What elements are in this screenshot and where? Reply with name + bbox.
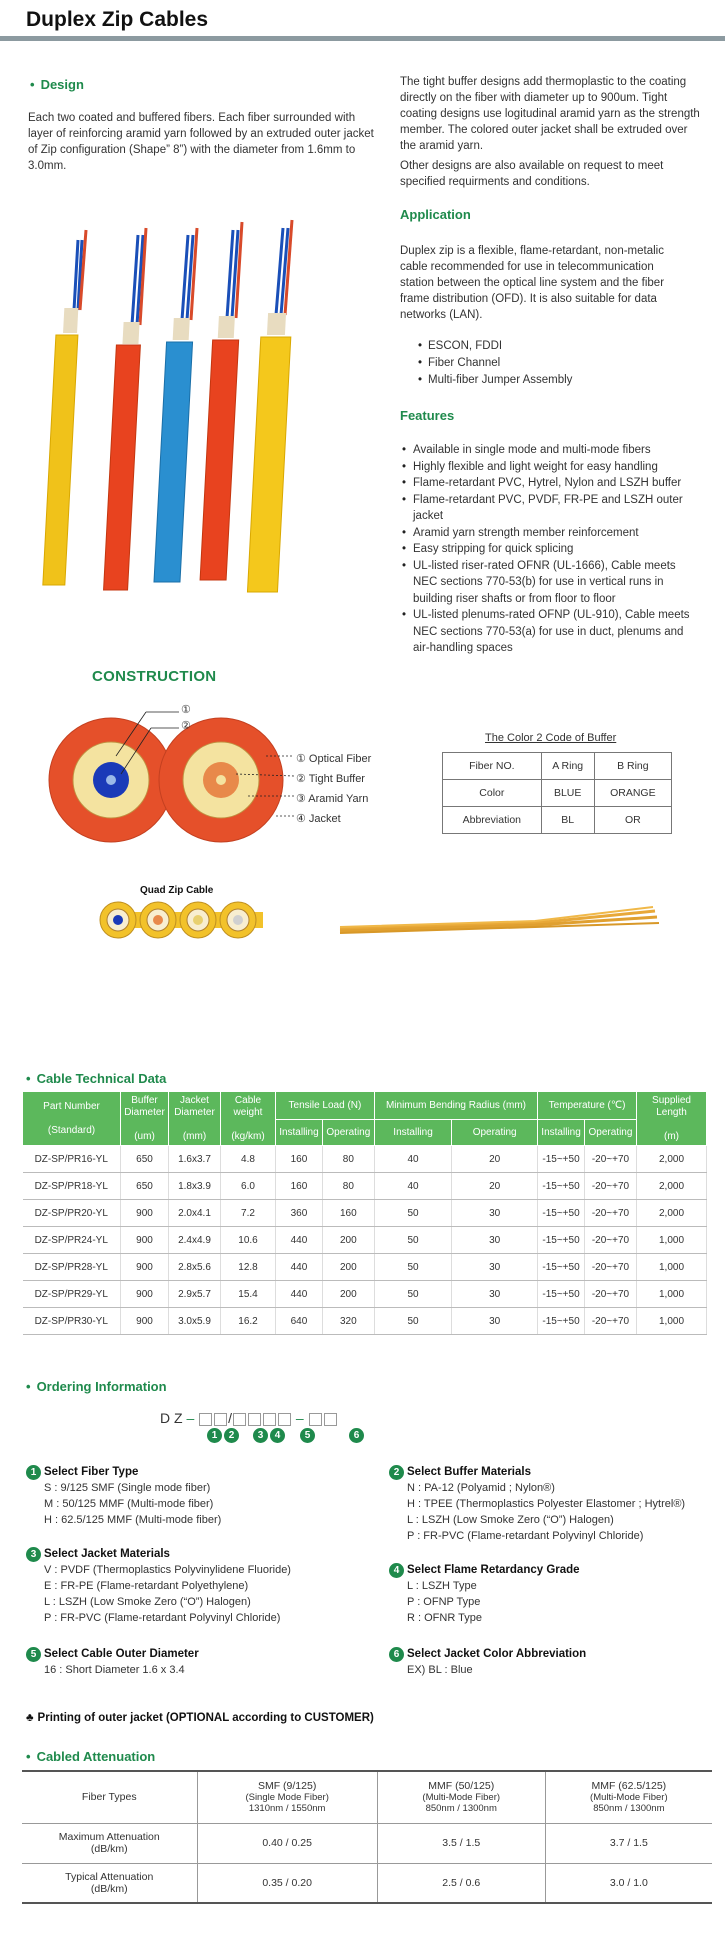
table-cell: DZ-SP/PR18-YL [23,1173,121,1200]
table-cell: A Ring [541,753,594,780]
table-row [23,1146,707,1173]
table-cell: Fiber NO. [443,753,542,780]
design-text: Each two coated and buffered fibers. Each fiber surrounded with layer of reinforcing aramid yarn followed by an extruded outer jacket of Zip configuration (Shape” 8”) with the diameter from 1.6mm to 3.0mm. [28,112,374,172]
table-cell: 40 [374,1146,451,1173]
table-cell: 2,000 [637,1146,707,1173]
table-cell: BLUE [541,780,594,807]
table-cell: 900 [121,1200,169,1227]
table-cell: DZ-SP/PR24-YL [23,1227,121,1254]
table-row [443,807,672,834]
table-cell: -20~+70 [584,1281,636,1308]
table-cell: 1,000 [637,1254,707,1281]
legend-jacket: ④ Jacket [296,813,341,825]
tech-heading: • Cable Technical Data [26,1071,167,1086]
table-cell: Abbreviation [443,807,542,834]
table-cell: 440 [276,1254,323,1281]
table-cell: 200 [322,1281,374,1308]
table-cell: 2,000 [637,1173,707,1200]
application-heading: Application [400,207,471,222]
design-heading: • Design [30,77,84,92]
fiber-types-header: Fiber Types [22,1771,197,1823]
cables-photo [40,200,330,600]
table-cell: 2.9x5.7 [169,1281,221,1308]
table-cell: 15.4 [221,1281,276,1308]
table-header-cell: Installing [538,1120,585,1146]
tech-table [22,1091,707,1335]
table-cell: -15~+50 [538,1173,585,1200]
table-cell: 7.2 [221,1200,276,1227]
table-cell: 40 [374,1173,451,1200]
table-cell: 650 [121,1173,169,1200]
th-part: Part Number (Standard) [23,1092,121,1146]
list-item: • Highly flexible and light weight for easy handling [400,459,700,476]
table-cell: 900 [121,1254,169,1281]
table-cell: 160 [322,1200,374,1227]
table-cell: 16.2 [221,1308,276,1335]
table-cell: -20~+70 [584,1308,636,1335]
table-row [23,1254,707,1281]
table-row [23,1200,707,1227]
th-tensile: Tensile Load (N) [276,1092,375,1120]
table-cell: Typical Attenuation (dB/km) [22,1863,197,1903]
col-mmf-62: MMF (62.5/125) (Multi-Mode Fiber) 850nm / 1300nm [545,1771,712,1823]
table-cell: 1,000 [637,1308,707,1335]
list-item: • Fiber Channel [410,355,572,372]
legend-tight-buffer: ② Tight Buffer [296,773,365,785]
table-cell: -20~+70 [584,1227,636,1254]
col-smf: SMF (9/125) (Single Mode Fiber) 1310nm / 1550nm [197,1771,377,1823]
ordering-heading: • Ordering Information [26,1379,167,1394]
table-cell: -15~+50 [538,1200,585,1227]
marker-2: ② [181,720,191,732]
select-jacket-color: 6 Select Jacket Color Abbreviation EX) BL : Blue [389,1647,719,1678]
table-cell: DZ-SP/PR30-YL [23,1308,121,1335]
printing-note: ♣ Printing of outer jacket (OPTIONAL according to CUSTOMER) [26,1712,374,1724]
table-cell: ORANGE [594,780,671,807]
table-cell: 0.35 / 0.20 [197,1863,377,1903]
table-cell: 50 [374,1200,451,1227]
th-bend: Minimum Bending Radius (mm) [374,1092,537,1120]
table-header-cell: Installing [276,1120,323,1146]
table-cell: 20 [452,1146,538,1173]
table-cell: 2.0x4.1 [169,1200,221,1227]
table-cell: 1.6x3.7 [169,1146,221,1173]
table-cell: 3.0 / 1.0 [545,1863,712,1903]
table-cell: DZ-SP/PR20-YL [23,1200,121,1227]
table-cell: 20 [452,1173,538,1200]
th-weight: Cable weight (kg/km) [221,1092,276,1146]
features-heading: Features [400,408,455,423]
table-cell: 440 [276,1227,323,1254]
table-cell: -15~+50 [538,1227,585,1254]
features-list [400,442,700,657]
table-row [443,780,672,807]
table-cell: DZ-SP/PR16-YL [23,1146,121,1173]
table-cell: -20~+70 [584,1173,636,1200]
list-item: • UL-listed plenums-rated OFNP (UL-910), Cable meets NEC sections 770-53(a) for use in duct, plenums and air-handling spaces [400,607,700,657]
table-cell: 12.8 [221,1254,276,1281]
table-cell: 4.8 [221,1146,276,1173]
table-header-cell: Installing [374,1120,451,1146]
table-cell: 0.40 / 0.25 [197,1823,377,1863]
table-cell: 80 [322,1146,374,1173]
legend-optical-fiber: ① Optical Fiber [296,753,372,765]
table-cell: 640 [276,1308,323,1335]
table-cell: DZ-SP/PR29-YL [23,1281,121,1308]
table-header-cell: Operating [584,1120,636,1146]
table-cell: 160 [276,1146,323,1173]
table-cell: 10.6 [221,1227,276,1254]
table-cell: 440 [276,1281,323,1308]
table-cell: 1.8x3.9 [169,1173,221,1200]
list-item: • ESCON, FDDI [410,338,572,355]
select-outer-diameter: 5 Select Cable Outer Diameter 16 : Short Diameter 1.6 x 3.4 [26,1647,366,1678]
design-text-2: The tight buffer designs add thermoplastic to the coating directly on the fiber with diameter up to 900um. Tight coating designs use logitudinal aramid yarn as the strength member. The colored outer jacket shall be extruded over the aramid yarn. [400,76,700,152]
legend-aramid-yarn: ③ Aramid Yarn [296,793,369,805]
title-divider [0,36,725,41]
table-cell: 200 [322,1254,374,1281]
design-text-3: Other designs are also available on request to meet specified requirments and conditions. [400,160,664,188]
list-item: • Easy stripping for quick splicing [400,541,700,558]
table-cell: 320 [322,1308,374,1335]
table-cell: -20~+70 [584,1146,636,1173]
table-cell: 2.5 / 0.6 [377,1863,545,1903]
table-cell: 50 [374,1308,451,1335]
list-item: • UL-listed riser-rated OFNR (UL-1666), Cable meets NEC sections 770-53(b) for use in vertical runs in building riser shafts or from floor to floor [400,558,700,608]
table-cell: 650 [121,1146,169,1173]
table-cell: Color [443,780,542,807]
ordering-code: D Z – / – [160,1410,338,1426]
table-row [23,1227,707,1254]
table-cell: BL [541,807,594,834]
attenuation-table [22,1770,712,1904]
table-cell: 2,000 [637,1200,707,1227]
list-item: • Available in single mode and multi-mode fibers [400,442,700,459]
table-cell: -15~+50 [538,1146,585,1173]
table-row [23,1308,707,1335]
table-cell: 6.0 [221,1173,276,1200]
page-title: Duplex Zip Cables [26,8,209,31]
table-cell: 2.8x5.6 [169,1254,221,1281]
table-cell: 1,000 [637,1281,707,1308]
construction-legend [296,749,371,829]
select-flame-grade: 4 Select Flame Retardancy Grade L : LSZH Type P : OFNP Type R : OFNR Type [389,1563,719,1626]
list-item: • Flame-retardant PVC, Hytrel, Nylon and LSZH buffer [400,475,700,492]
quad-zip-diagram [98,898,278,942]
attenuation-heading: • Cabled Attenuation [26,1749,156,1764]
table-cell: 360 [276,1200,323,1227]
marker-1: ① [181,704,191,716]
table-cell: 900 [121,1281,169,1308]
construction-heading: CONSTRUCTION [92,668,217,685]
table-cell: 50 [374,1254,451,1281]
table-cell: -15~+50 [538,1254,585,1281]
table-cell: 900 [121,1308,169,1335]
list-item: • Multi-fiber Jumper Assembly [410,372,572,389]
table-row [22,1863,712,1903]
club-icon: ♣ [26,1712,34,1724]
th-supplied: Supplied Length (m) [637,1092,707,1146]
table-header-cell: Operating [452,1120,538,1146]
table-cell: DZ-SP/PR28-YL [23,1254,121,1281]
list-item: • Flame-retardant PVC, PVDF, FR-PE and LSZH outer jacket [400,492,700,525]
th-buffer: Buffer Diameter (um) [121,1092,169,1146]
table-cell: Maximum Attenuation (dB/km) [22,1823,197,1863]
fiber-bundle-photo [335,905,665,935]
table-cell: -20~+70 [584,1200,636,1227]
table-cell: 80 [322,1173,374,1200]
table-cell: 30 [452,1281,538,1308]
table-cell: 1,000 [637,1227,707,1254]
table-cell: 50 [374,1227,451,1254]
th-temp: Temperature (℃) [538,1092,637,1120]
quad-zip-label: Quad Zip Cable [140,885,214,896]
table-row [23,1173,707,1200]
table-cell: 2.4x4.9 [169,1227,221,1254]
list-item: • Aramid yarn strength member reinforcement [400,525,700,542]
table-cell: -20~+70 [584,1254,636,1281]
table-cell: -15~+50 [538,1308,585,1335]
table-cell: -15~+50 [538,1281,585,1308]
color-code-title: The Color 2 Code of Buffer [485,732,617,744]
table-cell: 200 [322,1227,374,1254]
table-cell: 30 [452,1200,538,1227]
table-cell: 3.0x5.9 [169,1308,221,1335]
color-code-table [442,752,672,834]
table-cell: 30 [452,1254,538,1281]
table-cell: 160 [276,1173,323,1200]
table-cell: 3.5 / 1.5 [377,1823,545,1863]
select-jacket-materials: 3 Select Jacket Materials V : PVDF (Thermoplastics Polyvinylidene Fluoride) E : FR-PE (Flame-retardant Polyethylene) L : LSZH (Low Smoke Zero (“O”) Halogen) P : FR-PVC (Flame-retardant Polyvinyl Chloride) [26,1547,366,1626]
col-mmf-50: MMF (50/125) (Multi-Mode Fiber) 850nm / 1300nm [377,1771,545,1823]
table-cell: 900 [121,1227,169,1254]
table-cell: B Ring [594,753,671,780]
table-cell: 3.7 / 1.5 [545,1823,712,1863]
table-row [22,1823,712,1863]
table-row [23,1281,707,1308]
table-cell: 50 [374,1281,451,1308]
table-cell: 30 [452,1308,538,1335]
select-buffer-materials: 2 Select Buffer Materials N : PA-12 (Polyamid ; Nylon®) H : TPEE (Thermoplastics Polyester Elastomer ; Hytrel®) L : LSZH (Low Smoke Zero (“O”) Halogen) P : FR-PVC (Flame-retardant Polyvinyl Chloride) [389,1465,719,1544]
application-list [410,338,572,389]
table-header-cell: Operating [322,1120,374,1146]
table-cell: OR [594,807,671,834]
table-row [443,753,672,780]
application-text: Duplex zip is a flexible, flame-retardant, non-metalic cable recommended for use in telecommunication station between the optical line system and the fiber frame distribution (OFD). It is also suitable for data networks (LAN). [400,245,665,321]
th-jacket: Jacket Diameter (mm) [169,1092,221,1146]
select-fiber-type: 1 Select Fiber Type S : 9/125 SMF (Single mode fiber) M : 50/125 MMF (Multi-mode fiber) H : 62.5/125 MMF (Multi-mode fiber) [26,1465,366,1528]
table-cell: 30 [452,1227,538,1254]
